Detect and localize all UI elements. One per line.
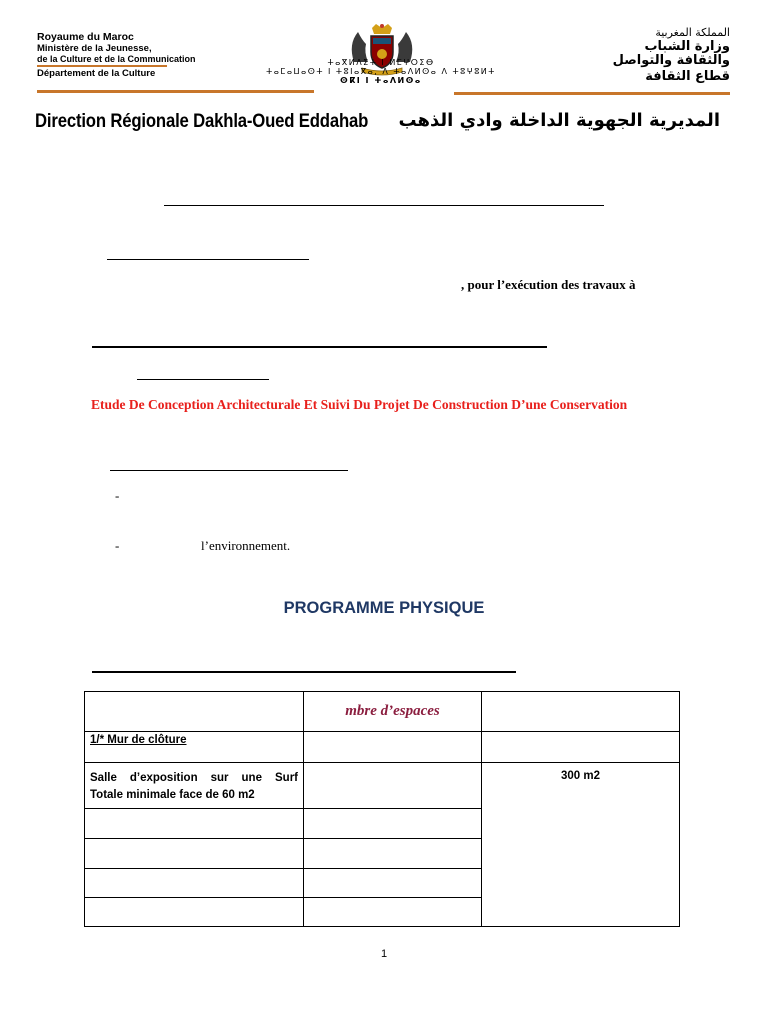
table-row-label-salle-2: Totale minimale face de 60 m2 xyxy=(90,789,255,801)
table-cell xyxy=(304,869,482,898)
arabic-ministry-label: وزارة الشباب xyxy=(644,39,730,54)
table-cell xyxy=(85,869,304,898)
tifinagh-line-3: ⵙⴽⵏ ⵏ ⵜⴰⴷⵍⵙⴰ xyxy=(340,76,422,85)
table-cell xyxy=(304,898,482,927)
table-header-spaces-label: mbre d’espaces xyxy=(345,703,440,719)
header-left-block xyxy=(37,32,196,79)
blank-line-section xyxy=(92,346,547,348)
table-row xyxy=(85,763,680,809)
tifinagh-line-1: ⵜⴰⴳⵍⴷⵉⵜ ⵏ ⵍⵎⵖⵔⵉⴱ xyxy=(327,58,435,67)
arabic-ministry-label-2: والثقافة والتواصل xyxy=(612,53,730,68)
table-cell xyxy=(304,809,482,839)
table-cell xyxy=(304,763,482,809)
table-cell xyxy=(85,732,304,763)
blank-line-programme xyxy=(92,671,516,673)
table-cell xyxy=(304,839,482,869)
header-right-rule xyxy=(454,92,730,95)
bullet-1: - xyxy=(115,488,120,503)
tifinagh-line-2: ⵜⴰⵎⴰⵡⴰⵙⵜ ⵏ ⵜⵓⵏⴰⴳⴰ, ⴷ ⵜⴰⴷⵍⵙⴰ ⴷ ⵜⵓⵖⵓⵍⵜ xyxy=(266,67,496,76)
header-right-block xyxy=(590,26,730,84)
table-cell-surface xyxy=(482,763,680,927)
table-cell xyxy=(85,763,304,809)
direction-title-fr: Direction Régionale Dakhla-Oued Eddahab xyxy=(35,111,369,132)
header-tifinagh-block xyxy=(260,58,502,85)
header-left-rule xyxy=(37,90,314,93)
arabic-department-label: قطاع الثقافة xyxy=(645,69,730,84)
table-header-row xyxy=(85,692,680,732)
header-left-divider xyxy=(37,65,167,67)
direction-title-ar: المديرية الجهوية الداخلة وادي الذهب xyxy=(398,110,720,131)
table-surface-value: 300 m2 xyxy=(560,770,600,782)
ministry-label: Ministère de la Jeunesse, xyxy=(37,43,152,54)
page-number: 1 xyxy=(380,948,388,960)
table-row-label-salle-1: Salle d’exposition sur une Surf xyxy=(90,772,298,784)
execution-text: , pour l’exécution des travaux à xyxy=(461,277,636,292)
blank-line-objet xyxy=(137,379,269,380)
blank-line-subtitle xyxy=(107,259,309,260)
table-header-cell-1 xyxy=(85,692,304,732)
bullet-2-text: l’environnement. xyxy=(201,538,291,553)
kingdom-label: Royaume du Maroc xyxy=(37,31,134,43)
programme-table xyxy=(84,691,680,927)
project-title: Etude De Conception Architecturale Et Suivi Du Projet De Construction D’une Conservation xyxy=(91,397,628,412)
table-header-cell-2 xyxy=(304,692,482,732)
blank-line-title xyxy=(164,205,604,206)
table-cell xyxy=(482,732,680,763)
table-cell xyxy=(85,839,304,869)
programme-title: PROGRAMME PHYSIQUE xyxy=(283,599,485,617)
table-row xyxy=(85,732,680,763)
bullet-2: - xyxy=(115,538,120,553)
table-cell xyxy=(304,732,482,763)
ministry-label-2: de la Culture et de la Communication xyxy=(37,54,196,64)
blank-line-objectives xyxy=(110,470,348,471)
table-cell xyxy=(85,898,304,927)
table-header-cell-3 xyxy=(482,692,680,732)
arabic-kingdom-label: المملكة المغربية xyxy=(655,26,730,39)
table-cell xyxy=(85,809,304,839)
department-label: Département de la Culture xyxy=(37,68,156,79)
table-row-label-mur: 1/* Mur de clôture xyxy=(90,734,187,746)
